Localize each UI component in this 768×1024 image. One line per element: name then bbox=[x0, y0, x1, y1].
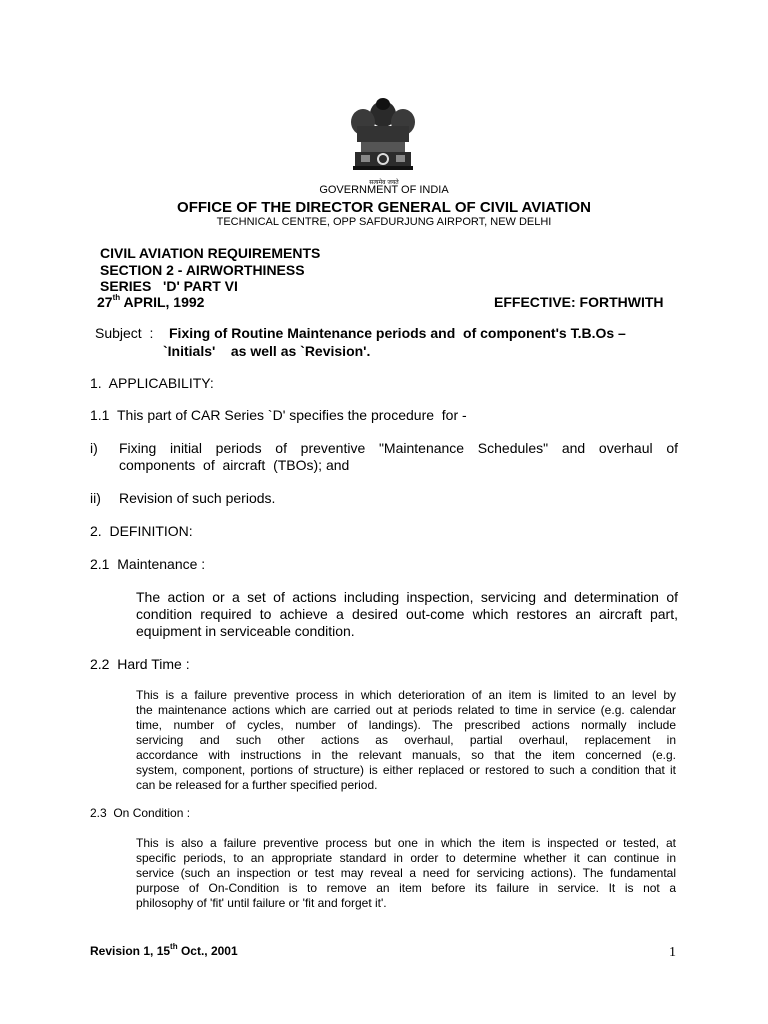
paragraph-2-2-line-1: This is a failure preventive process in which deterioration of an item is limited to an level by bbox=[136, 688, 676, 702]
car-issue-date: 27th APRIL, 1992 bbox=[97, 293, 205, 310]
paragraph-2-3-line-2: specific periods, to an appropriate standard in order to determine whether it can continue in bbox=[136, 851, 676, 865]
car-title: CIVIL AVIATION REQUIREMENTS bbox=[100, 245, 321, 261]
heading-2-3: 2.3 On Condition : bbox=[90, 806, 191, 820]
paragraph-2-2-line-6: system, component, portions of structure) is either replaced or restored to such a condition that it bbox=[136, 763, 676, 777]
page-number: 1 bbox=[669, 945, 676, 960]
national-emblem-icon bbox=[343, 96, 423, 178]
paragraph-2-2-line-4: servicing and such other actions as overhaul, partial overhaul, replacement in bbox=[136, 733, 676, 747]
item-ii-number: ii) bbox=[90, 490, 101, 506]
item-i-number: i) bbox=[90, 440, 98, 456]
car-effective: EFFECTIVE: FORTHWITH bbox=[494, 294, 664, 310]
emblem-motto: सत्यमेव जयते bbox=[369, 179, 399, 186]
revision-footer: Revision 1, 15th Oct., 2001 bbox=[90, 942, 238, 958]
paragraph-2-2-line-3: time, number of cycles, number of landings). The prescribed actions normally include bbox=[136, 718, 676, 732]
paragraph-2-2-line-2: the maintenance actions which are carried out at periods related to time in service (e.g. calendar bbox=[136, 703, 676, 717]
paragraph-2-1-line-2: condition required to achieve a desired out-come which restores an aircraft part, bbox=[136, 606, 678, 622]
heading-2-1: 2.1 Maintenance : bbox=[90, 556, 206, 572]
item-i-line-1: Fixing initial periods of preventive "Maintenance Schedules" and overhaul of bbox=[119, 440, 678, 456]
item-i-line-2: components of aircraft (TBOs); and bbox=[119, 457, 350, 473]
office-title: OFFICE OF THE DIRECTOR GENERAL OF CIVIL AVIATION bbox=[177, 199, 591, 216]
heading-2-2: 2.2 Hard Time : bbox=[90, 656, 190, 672]
paragraph-2-3-line-3: service (such an inspection or test may reveal a need for servicing actions). The fundamental bbox=[136, 866, 676, 880]
car-series: SERIES 'D' PART VI bbox=[100, 278, 238, 294]
paragraph-2-3-line-5: philosophy of 'fit' until failure or 'fit and forget it'. bbox=[136, 896, 387, 910]
subject-line-2: `Initials' as well as `Revision'. bbox=[163, 343, 371, 359]
subject-label: Subject : bbox=[95, 325, 154, 341]
car-section: SECTION 2 - AIRWORTHINESS bbox=[100, 262, 305, 278]
paragraph-2-2-line-7: can be released for a further specified period. bbox=[136, 778, 378, 792]
paragraph-1-1: 1.1 This part of CAR Series `D' specifies the procedure for - bbox=[90, 407, 467, 423]
section-2-heading: 2. DEFINITION: bbox=[90, 523, 193, 539]
office-address: TECHNICAL CENTRE, OPP SAFDURJUNG AIRPORT, NEW DELHI bbox=[216, 216, 552, 228]
paragraph-2-3-line-4: purpose of On-Condition is to remove an item before its failure in service. It is not a bbox=[136, 881, 676, 895]
paragraph-2-3-line-1: This is also a failure preventive process but one in which the item is inspected or tested, at bbox=[136, 836, 676, 850]
subject-line-1: Fixing of Routine Maintenance periods and of component's T.B.Os – bbox=[169, 325, 626, 341]
section-1-heading: 1. APPLICABILITY: bbox=[90, 375, 214, 391]
paragraph-2-1-line-1: The action or a set of actions including inspection, servicing and determination of bbox=[136, 589, 678, 605]
paragraph-2-1-line-3: equipment in serviceable condition. bbox=[136, 623, 355, 639]
government-label: GOVERNMENT OF INDIA bbox=[319, 184, 449, 196]
paragraph-2-2-line-5: accordance with instructions in the relevant manuals, so that the item concerned (e.g. bbox=[136, 748, 676, 762]
item-ii-text: Revision of such periods. bbox=[119, 490, 276, 506]
